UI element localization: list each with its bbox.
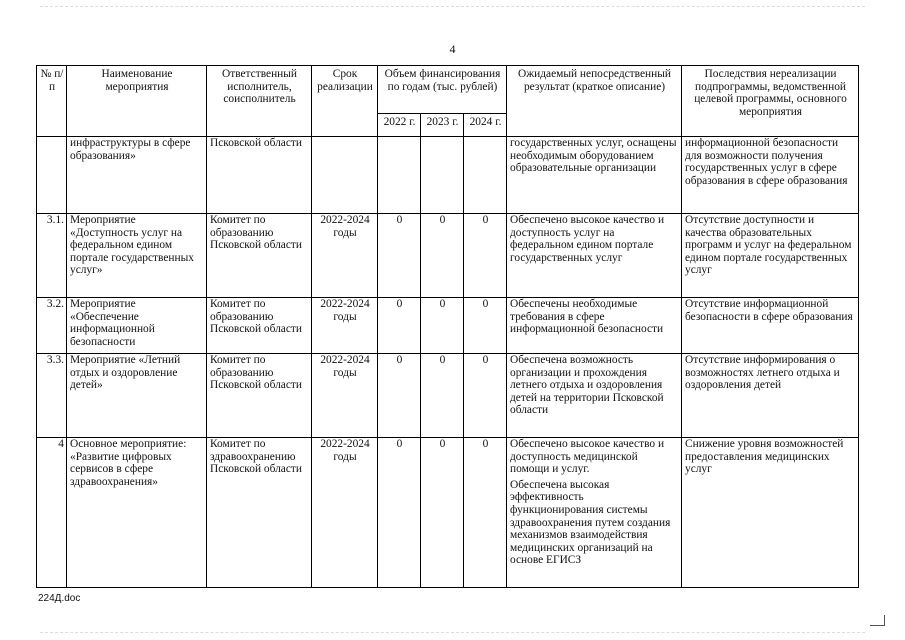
row-result-text-2: Обеспечена высокая эффективность функционирования системы здравоохранения путем создания механизмов взаимодействия медицинских организаций на основе ЕГИСЗ — [510, 478, 671, 567]
header-consequences: Последствия нереализации подпрограммы, ведомственной целевой программы, основного мероприятия — [682, 66, 859, 137]
row-v2022: 0 — [378, 354, 421, 438]
row-term: 2022-2024 годы — [312, 354, 378, 438]
row-result-text: Обеспечена возможность организации и прохождения летнего отдыха и оздоровления детей на территории Псковской области — [510, 354, 664, 417]
row-v2023: 0 — [421, 354, 464, 438]
row-v2022: 0 — [378, 298, 421, 354]
table-row — [37, 298, 859, 354]
row-num — [37, 137, 67, 214]
row-executor: Комитет по здравоохранению Псковской области — [207, 438, 312, 588]
table-row — [37, 438, 859, 588]
header-year-2022: 2022 г. — [378, 114, 421, 137]
scan-artifact-top — [40, 6, 865, 8]
row-v2024: 0 — [464, 354, 507, 438]
page-number: 4 — [449, 42, 456, 56]
row-v2024 — [464, 137, 507, 214]
row-num: 3.1. — [37, 214, 67, 298]
row-v2022: 0 — [378, 438, 421, 588]
header-name: Наименование мероприятия — [67, 66, 207, 137]
row-v2023: 0 — [421, 214, 464, 298]
scan-corner-mark — [870, 615, 885, 626]
row-v2023 — [421, 137, 464, 214]
table-row — [37, 214, 859, 298]
header-year-2024: 2024 г. — [464, 114, 507, 137]
row-v2023: 0 — [421, 438, 464, 588]
table-row — [37, 137, 859, 214]
header-term: Срок реализации — [312, 66, 378, 137]
row-result-text: Обеспечено высокое качество и доступность услуг на федеральном едином портале государственных услуг — [510, 214, 665, 264]
header-funding: Объем финансирования по годам (тыс. рублей) — [378, 66, 507, 114]
footer-filename: 224Д.doc — [38, 593, 81, 604]
row-consequences: информационной безопасности для возможности получения государственных услуг в сфере образования в сфере образования — [682, 137, 859, 214]
row-name: Основное мероприятие: «Развитие цифровых сервисов в сфере здравоохранения» — [67, 438, 207, 588]
row-name: Мероприятие «Летний отдых и оздоровление детей» — [67, 354, 207, 438]
header-row — [37, 66, 859, 114]
row-v2022 — [378, 137, 421, 214]
table-row — [37, 354, 859, 438]
row-name: Мероприятие «Обеспечение информационной безопасности — [67, 298, 207, 354]
row-executor: Комитет по образованию Псковской области — [207, 354, 312, 438]
row-term: 2022-2024 годы — [312, 214, 378, 298]
row-v2023: 0 — [421, 298, 464, 354]
row-result — [507, 298, 682, 354]
row-name: Мероприятие «Доступность услуг на федеральном едином портале государственных услуг» — [67, 214, 207, 298]
row-result-text: государственных услуг, оснащены необходимым оборудованием образовательные организации — [510, 137, 677, 175]
row-v2022: 0 — [378, 214, 421, 298]
row-num: 3.3. — [37, 354, 67, 438]
row-term — [312, 137, 378, 214]
row-result — [507, 137, 682, 214]
header-year-2023: 2023 г. — [421, 114, 464, 137]
row-result-text: Обеспечено высокое качество и доступность медицинской помощи и услуг. — [510, 438, 665, 476]
header-executor: Ответственный исполнитель, соисполнитель — [207, 66, 312, 137]
row-num: 3.2. — [37, 298, 67, 354]
row-result-text: Обеспечены необходимые требования в сфере информационной безопасности — [510, 298, 664, 336]
row-result — [507, 438, 682, 588]
row-consequences: Снижение уровня возможностей предоставления медицинских услуг — [682, 438, 859, 588]
row-result — [507, 354, 682, 438]
row-num: 4 — [37, 438, 67, 588]
row-consequences: Отсутствие информирования о возможностях летнего отдыха и оздоровления детей — [682, 354, 859, 438]
row-term: 2022-2024 годы — [312, 298, 378, 354]
row-v2024: 0 — [464, 214, 507, 298]
row-term: 2022-2024 годы — [312, 438, 378, 588]
header-result: Ожидаемый непосредственный результат (краткое описание) — [507, 66, 682, 137]
row-v2024: 0 — [464, 438, 507, 588]
scan-artifact-bottom — [40, 632, 865, 634]
row-result — [507, 214, 682, 298]
program-measures-table — [36, 65, 859, 588]
row-executor: Комитет по образованию Псковской области — [207, 298, 312, 354]
row-v2024: 0 — [464, 298, 507, 354]
row-name: инфраструктуры в сфере образования» — [67, 137, 207, 214]
row-consequences: Отсутствие информационной безопасности в сфере образования — [682, 298, 859, 354]
header-num: № п/п — [37, 66, 67, 137]
row-executor: Комитет по образованию Псковской области — [207, 214, 312, 298]
row-executor: Псковской области — [207, 137, 312, 214]
row-consequences: Отсутствие доступности и качества образовательных программ и услуг на федеральном едином портале государственных услуг — [682, 214, 859, 298]
